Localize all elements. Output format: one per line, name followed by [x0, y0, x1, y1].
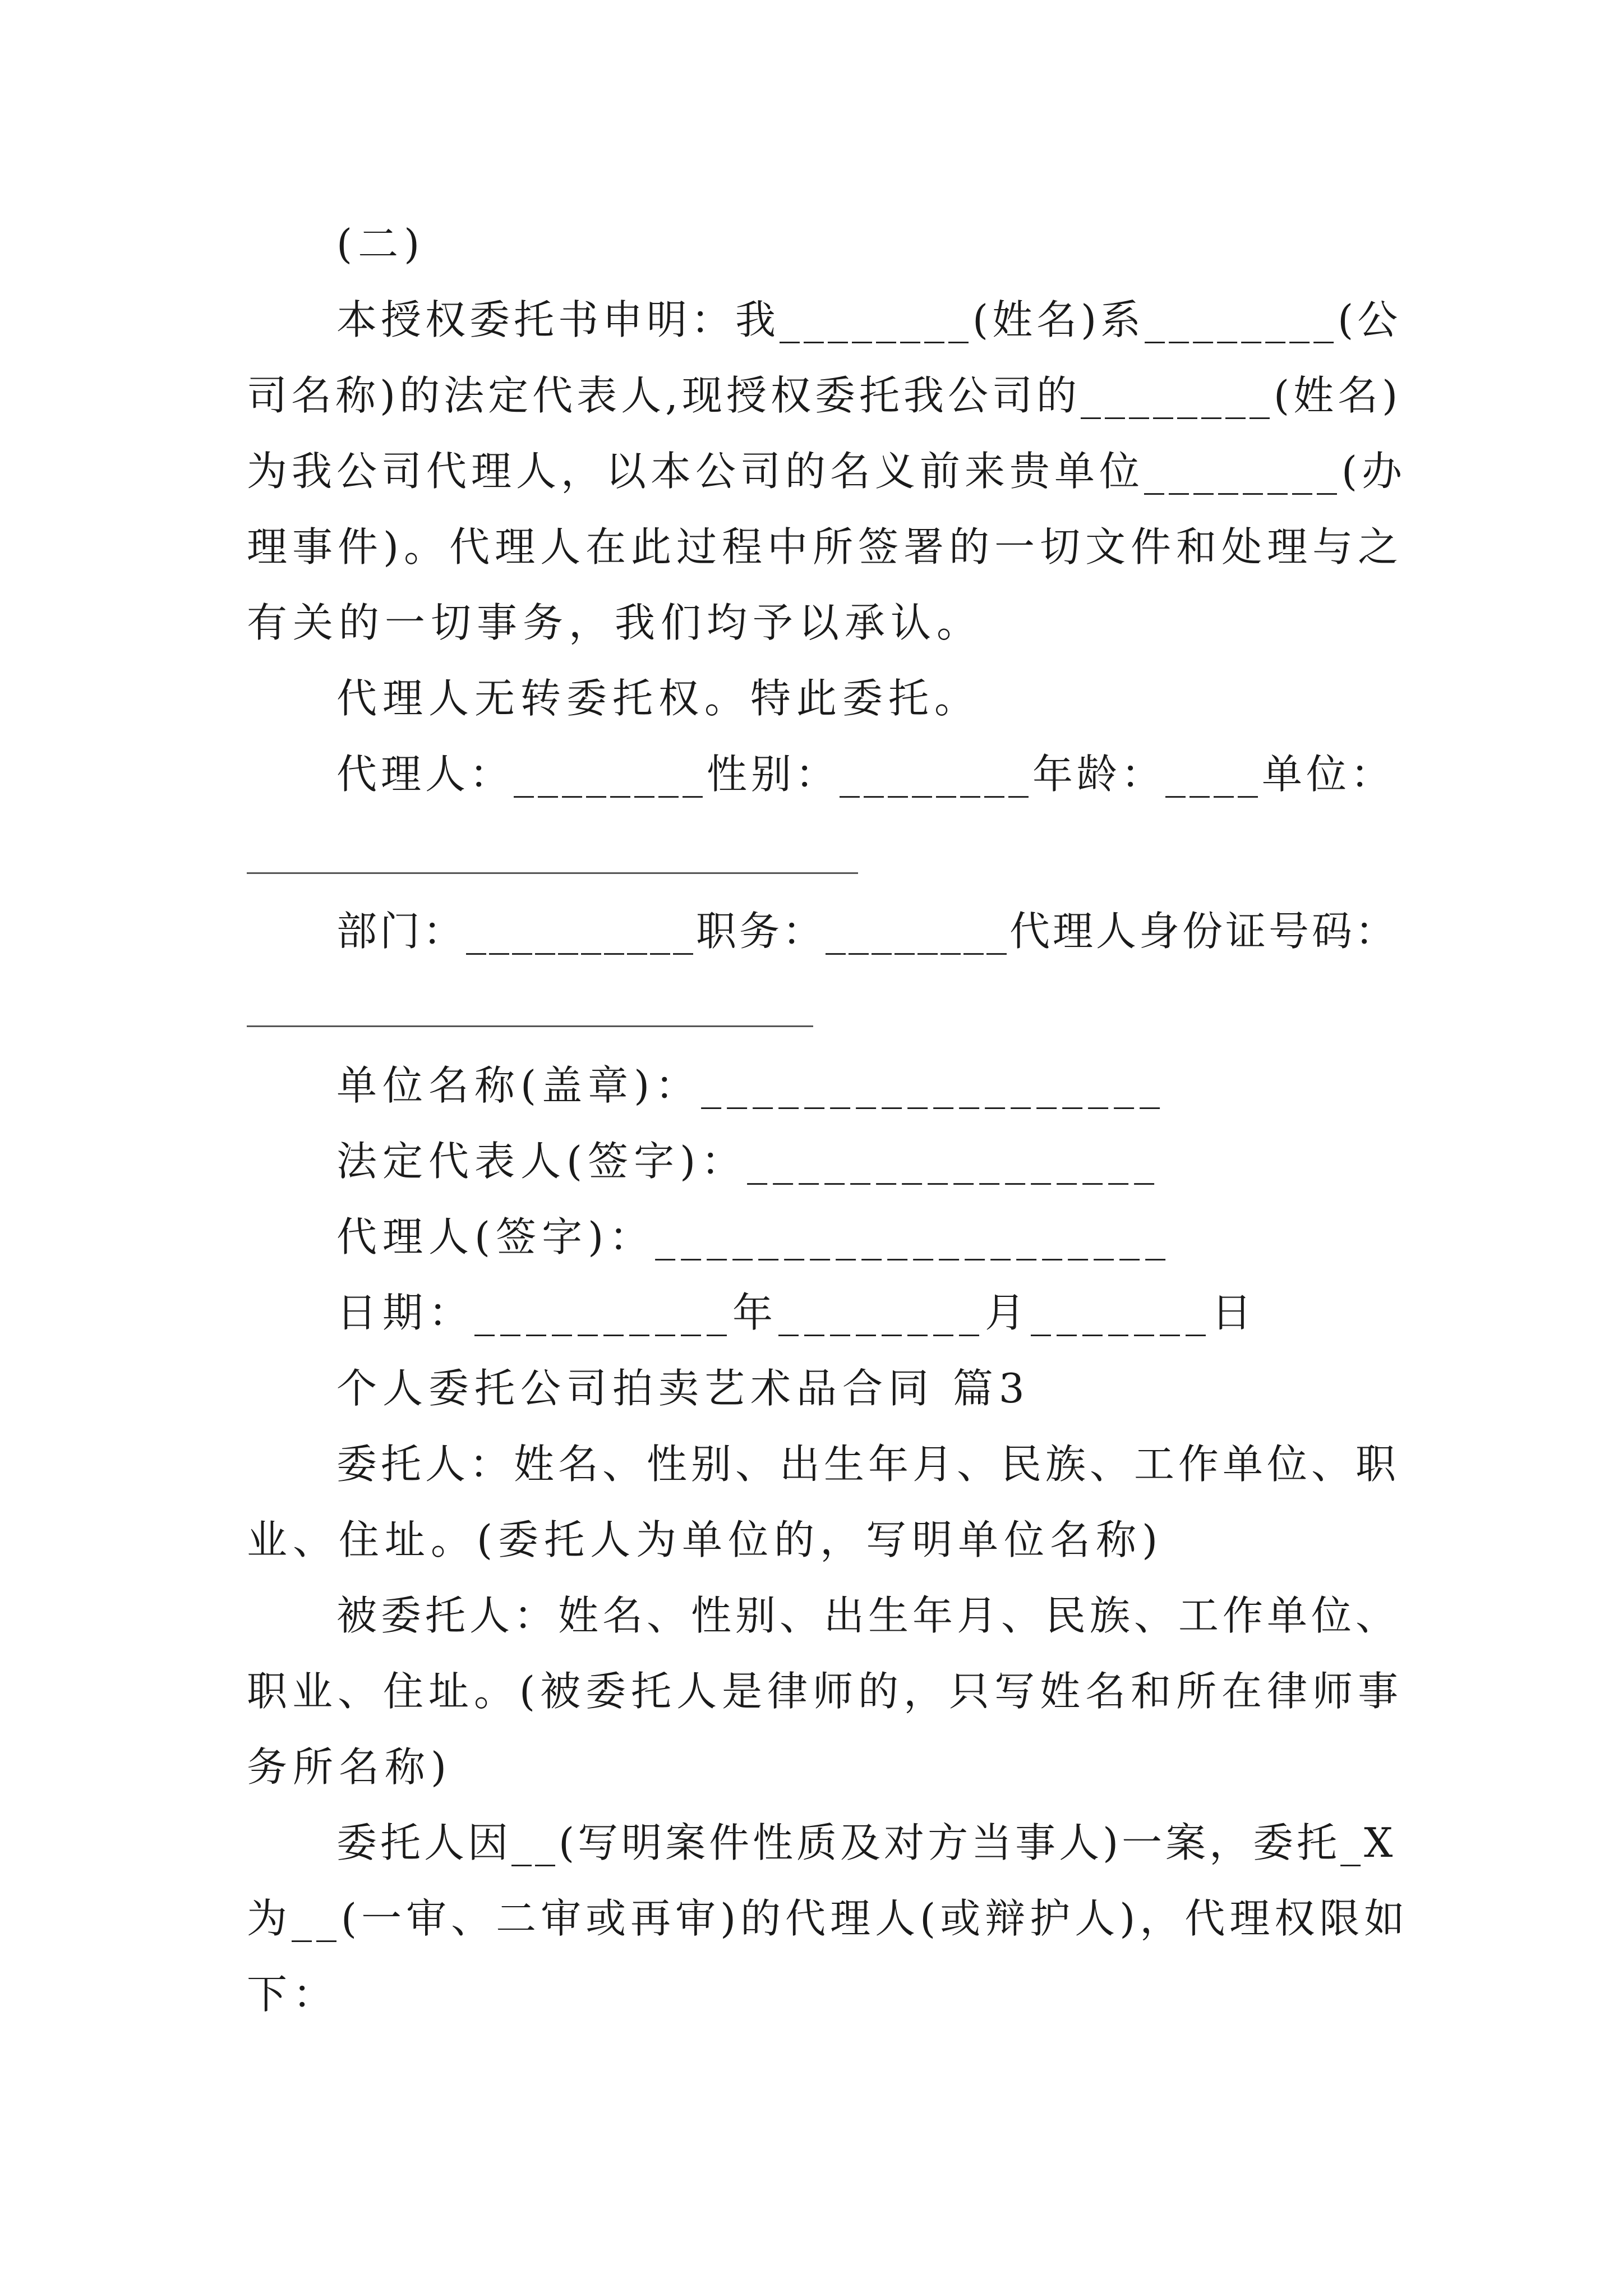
- paragraph-line: 本授权委托书申明：我________(姓名)系________(公: [336, 296, 1402, 343]
- paragraph-line: 司名称)的法定代表人,现授权委托我公司的________(姓名): [247, 372, 1402, 419]
- paragraph-line: 务所名称): [247, 1743, 453, 1791]
- agent-info-line: 代理人：________性别：________年龄：____单位：: [336, 751, 1395, 798]
- paragraph-line: 职业、住址。(被委托人是律师的，只写姓名和所在律师事: [247, 1668, 1404, 1715]
- signature-line: 代理人(签字)：____________________: [336, 1213, 1172, 1260]
- blank-underline: [247, 872, 858, 874]
- paragraph-line: 理事件)。代理人在此过程中所签署的一切文件和处理与之: [247, 523, 1404, 570]
- paragraph-line: 为__(一审、二审或再审)的代理人(或辩护人)，代理权限如: [247, 1895, 1409, 1942]
- section-heading: 个人委托公司拍卖艺术品合同 篇3: [336, 1365, 1030, 1412]
- paragraph-line: 委托人：姓名、性别、出生年月、民族、工作单位、职: [336, 1441, 1400, 1488]
- paragraph-line: 被委托人：姓名、性别、出生年月、民族、工作单位、: [336, 1592, 1400, 1639]
- date-line: 日期：__________年________月_______日: [336, 1289, 1258, 1336]
- paragraph-line: 下：: [247, 1971, 339, 2018]
- paragraph-line: 有关的一切事务，我们均予以承认。: [247, 599, 983, 646]
- paragraph-line: 业、住址。(委托人为单位的，写明单位名称): [247, 1516, 1164, 1563]
- signature-line: 法定代表人(签字)：________________: [336, 1138, 1160, 1185]
- paragraph-line: 代理人无转委托权。特此委托。: [336, 675, 981, 722]
- paragraph-line: 委托人因__(写明案件性质及对方当事人)一案，委托_X: [336, 1819, 1396, 1866]
- section-number: (二): [336, 220, 426, 268]
- paragraph-line: 为我公司代理人，以本公司的名义前来贵单位________(办: [247, 448, 1407, 495]
- agent-info-line: 部门：__________职务：________代理人身份证号码：: [336, 908, 1399, 955]
- blank-underline: [247, 1025, 813, 1027]
- signature-line: 单位名称(盖章)：__________________: [336, 1062, 1166, 1109]
